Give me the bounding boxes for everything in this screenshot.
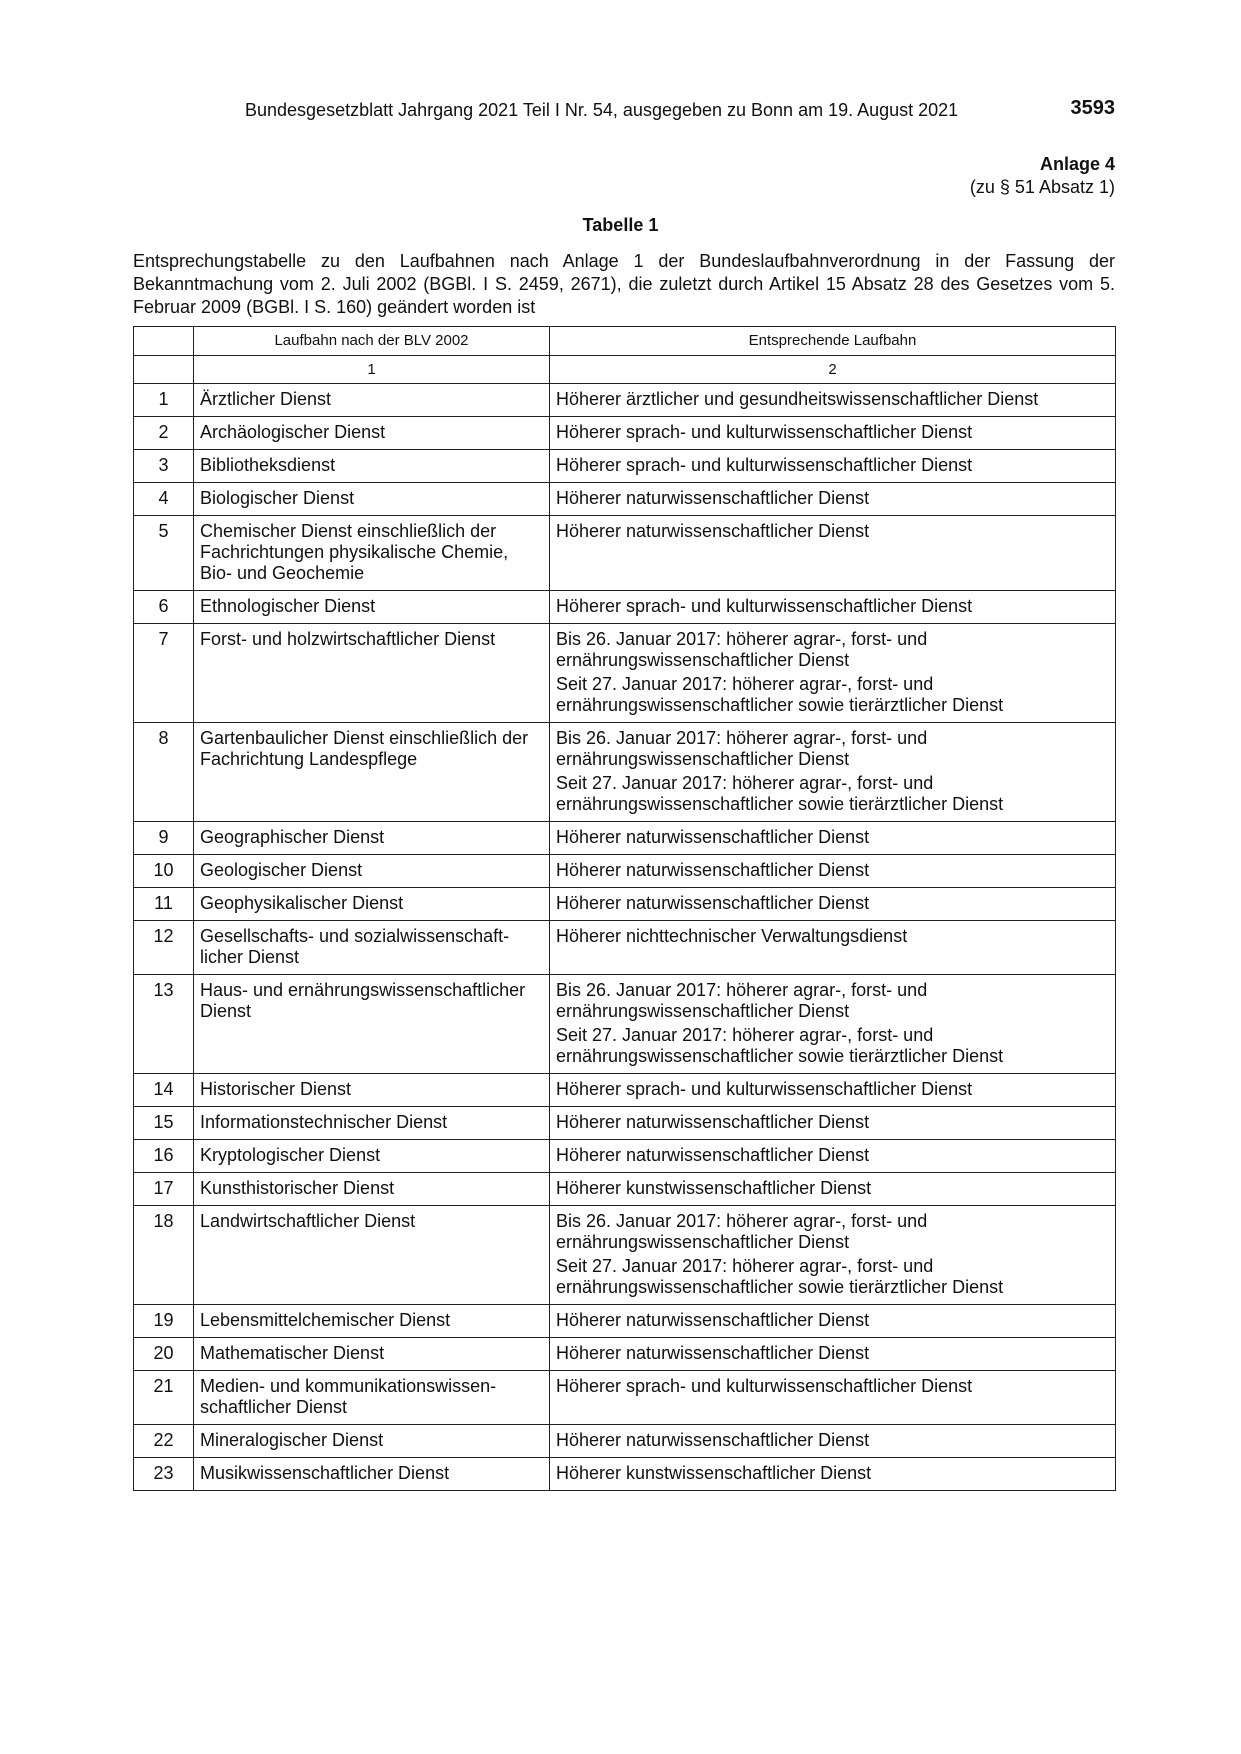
table-row — [134, 384, 1116, 417]
old-career-cell: Geophysikalischer Dienst — [194, 888, 550, 921]
table-row — [134, 888, 1116, 921]
table-row — [134, 483, 1116, 516]
new-career-paragraph: Höherer naturwissenschaftlicher Dienst — [556, 1112, 870, 1132]
annex-label — [970, 153, 1115, 199]
new-career-cell — [550, 822, 1116, 855]
new-career-cell — [550, 1074, 1116, 1107]
new-career-cell — [550, 975, 1116, 1074]
new-career-paragraph: Seit 27. Januar 2017: höherer agrar-, forst- und ernährungswissenschaftlicher sowie tierärztlicher Dienst — [556, 674, 1004, 715]
old-career-cell: Kunsthistorischer Dienst — [194, 1173, 550, 1206]
row-number: 12 — [134, 921, 194, 975]
new-career-cell — [550, 417, 1116, 450]
new-career-paragraph: Seit 27. Januar 2017: höherer agrar-, forst- und ernährungswissenschaftlicher sowie tierärztlicher Dienst — [556, 1256, 1004, 1297]
new-career-cell — [550, 855, 1116, 888]
new-career-cell — [550, 1305, 1116, 1338]
old-career-cell: Geologischer Dienst — [194, 855, 550, 888]
table-row — [134, 822, 1116, 855]
old-career-cell: Mathematischer Dienst — [194, 1338, 550, 1371]
old-career-cell: Ethnologischer Dienst — [194, 591, 550, 624]
old-career-cell: Ärztlicher Dienst — [194, 384, 550, 417]
old-career-cell: Chemischer Dienst einschließlich der Fachrichtungen physikalische Chemie, Bio- und Geochemie — [194, 516, 550, 591]
row-number: 21 — [134, 1371, 194, 1425]
old-career-cell: Archäologischer Dienst — [194, 417, 550, 450]
old-career-cell: Landwirtschaftlicher Dienst — [194, 1206, 550, 1305]
old-career-cell: Lebensmittelchemischer Dienst — [194, 1305, 550, 1338]
row-number: 9 — [134, 822, 194, 855]
old-career-cell: Historischer Dienst — [194, 1074, 550, 1107]
column-number-row — [134, 356, 1116, 384]
column-number-empty — [134, 356, 194, 384]
table-row — [134, 1206, 1116, 1305]
table-row — [134, 1140, 1116, 1173]
new-career-cell — [550, 450, 1116, 483]
annex-reference: (zu § 51 Absatz 1) — [969, 177, 1115, 197]
new-career-paragraph: Höherer nichttechnischer Verwaltungsdienst — [556, 926, 908, 946]
old-career-cell: Biologischer Dienst — [194, 483, 550, 516]
new-career-cell — [550, 1425, 1116, 1458]
row-number: 8 — [134, 723, 194, 822]
annex-title: Anlage 4 — [1039, 154, 1115, 174]
table-row — [134, 1371, 1116, 1425]
new-career-cell — [550, 483, 1116, 516]
new-career-cell — [550, 384, 1116, 417]
new-career-paragraph: Höherer naturwissenschaftlicher Dienst — [556, 893, 870, 913]
header-empty-cell — [134, 327, 194, 356]
row-number: 7 — [134, 624, 194, 723]
new-career-cell — [550, 723, 1116, 822]
row-number: 3 — [134, 450, 194, 483]
new-career-cell — [550, 1107, 1116, 1140]
new-career-cell — [550, 888, 1116, 921]
table-row — [134, 975, 1116, 1074]
running-title: Bundesgesetzblatt Jahrgang 2021 Teil I Nr. 54, ausgegeben zu Bonn am 19. August 2021 — [245, 100, 959, 120]
old-career-cell: Forst- und holzwirtschaftlicher Dienst — [194, 624, 550, 723]
new-career-paragraph: Höherer sprach- und kulturwissenschaftlicher Dienst — [556, 422, 973, 442]
table-row — [134, 1425, 1116, 1458]
table-row — [134, 921, 1116, 975]
old-career-cell: Kryptologischer Dienst — [194, 1140, 550, 1173]
row-number: 22 — [134, 1425, 194, 1458]
new-career-cell — [550, 1371, 1116, 1425]
row-number: 18 — [134, 1206, 194, 1305]
new-career-cell — [550, 1140, 1116, 1173]
table-row — [134, 723, 1116, 822]
column-header-old-career: Laufbahn nach der BLV 2002 — [194, 327, 550, 356]
column-number-2: 2 — [550, 356, 1116, 384]
new-career-paragraph: Höherer naturwissenschaftlicher Dienst — [556, 1343, 870, 1363]
new-career-paragraph: Höherer naturwissenschaftlicher Dienst — [556, 521, 870, 541]
new-career-paragraph: Höherer sprach- und kulturwissenschaftlicher Dienst — [556, 1376, 973, 1396]
new-career-cell — [550, 1338, 1116, 1371]
row-number: 5 — [134, 516, 194, 591]
new-career-cell — [550, 1173, 1116, 1206]
table-row — [134, 417, 1116, 450]
new-career-paragraph: Höherer naturwissenschaftlicher Dienst — [556, 860, 870, 880]
table-row — [134, 1173, 1116, 1206]
row-number: 13 — [134, 975, 194, 1074]
table-row — [134, 1107, 1116, 1140]
row-number: 1 — [134, 384, 194, 417]
row-number: 23 — [134, 1458, 194, 1491]
new-career-paragraph: Höherer naturwissenschaftlicher Dienst — [556, 1430, 870, 1450]
new-career-cell — [550, 591, 1116, 624]
new-career-cell — [550, 1458, 1116, 1491]
row-number: 14 — [134, 1074, 194, 1107]
table-row — [134, 591, 1116, 624]
new-career-paragraph: Bis 26. Januar 2017: höherer agrar-, forst- und ernährungswissenschaftlicher Dienst — [556, 980, 928, 1021]
old-career-cell: Informationstechnischer Dienst — [194, 1107, 550, 1140]
new-career-paragraph: Höherer naturwissenschaftlicher Dienst — [556, 1310, 870, 1330]
new-career-cell — [550, 624, 1116, 723]
new-career-paragraph: Seit 27. Januar 2017: höherer agrar-, forst- und ernährungswissenschaftlicher sowie tierärztlicher Dienst — [556, 1025, 1004, 1066]
new-career-paragraph: Höherer kunstwissenschaftlicher Dienst — [556, 1463, 872, 1483]
table-header-row — [134, 327, 1116, 356]
new-career-paragraph: Höherer ärztlicher und gesundheitswissenschaftlicher Dienst — [556, 389, 1039, 409]
table-row — [134, 1305, 1116, 1338]
table-row — [134, 516, 1116, 591]
new-career-paragraph: Bis 26. Januar 2017: höherer agrar-, forst- und ernährungswissenschaftlicher Dienst — [556, 728, 928, 769]
old-career-cell: Bibliotheksdienst — [194, 450, 550, 483]
new-career-paragraph: Höherer kunstwissenschaftlicher Dienst — [556, 1178, 872, 1198]
row-number: 15 — [134, 1107, 194, 1140]
new-career-paragraph: Höherer sprach- und kulturwissenschaftlicher Dienst — [556, 455, 973, 475]
table-row — [134, 855, 1116, 888]
new-career-paragraph: Bis 26. Januar 2017: höherer agrar-, forst- und ernährungswissenschaftlicher Dienst — [556, 1211, 928, 1252]
old-career-cell: Haus- und ernährungswissenschaftlicher Dienst — [194, 975, 550, 1074]
row-number: 4 — [134, 483, 194, 516]
new-career-paragraph: Höherer sprach- und kulturwissenschaftlicher Dienst — [556, 596, 973, 616]
column-header-new-career: Entsprechende Laufbahn — [550, 327, 1116, 356]
table-body — [134, 384, 1116, 1491]
table-row — [134, 624, 1116, 723]
new-career-cell — [550, 516, 1116, 591]
new-career-paragraph: Höherer sprach- und kulturwissenschaftlicher Dienst — [556, 1079, 973, 1099]
old-career-cell: Medien- und kommunikationswissen-schaftlicher Dienst — [194, 1371, 550, 1425]
new-career-paragraph: Höherer naturwissenschaftlicher Dienst — [556, 827, 870, 847]
row-number: 17 — [134, 1173, 194, 1206]
row-number: 2 — [134, 417, 194, 450]
row-number: 20 — [134, 1338, 194, 1371]
running-header — [245, 97, 1115, 121]
new-career-cell — [550, 921, 1116, 975]
old-career-cell: Gesellschafts- und sozialwissenschaft-licher Dienst — [194, 921, 550, 975]
old-career-cell: Gartenbaulicher Dienst einschließlich der Fachrichtung Landespflege — [194, 723, 550, 822]
column-number-1: 1 — [194, 356, 550, 384]
table-caption: Entsprechungstabelle zu den Laufbahnen nach Anlage 1 der Bundeslaufbahnverordnung in der Fassung der Bekanntmachung vom 2. Juli 2002 (BGBl. I S. 2459, 2671), die zuletzt durch Artikel 15 Absatz 28 des Gesetzes vom 5. Februar 2009 (BGBl. I S. 160) geändert worden ist — [133, 251, 1115, 317]
new-career-cell — [550, 1206, 1116, 1305]
row-number: 6 — [134, 591, 194, 624]
row-number: 10 — [134, 855, 194, 888]
old-career-cell: Mineralogischer Dienst — [194, 1425, 550, 1458]
correspondence-table — [133, 326, 1116, 1491]
old-career-cell: Musikwissenschaftlicher Dienst — [194, 1458, 550, 1491]
new-career-paragraph: Höherer naturwissenschaftlicher Dienst — [556, 1145, 870, 1165]
table-row — [134, 450, 1116, 483]
table-row — [134, 1338, 1116, 1371]
row-number: 11 — [134, 888, 194, 921]
new-career-paragraph: Höherer naturwissenschaftlicher Dienst — [556, 488, 870, 508]
page-number: 3593 — [1070, 97, 1115, 119]
table-row — [134, 1458, 1116, 1491]
new-career-paragraph: Seit 27. Januar 2017: höherer agrar-, forst- und ernährungswissenschaftlicher sowie tierärztlicher Dienst — [556, 773, 1004, 814]
new-career-paragraph: Bis 26. Januar 2017: höherer agrar-, forst- und ernährungswissenschaftlicher Dienst — [556, 629, 928, 670]
row-number: 19 — [134, 1305, 194, 1338]
old-career-cell: Geographischer Dienst — [194, 822, 550, 855]
table-row — [134, 1074, 1116, 1107]
row-number: 16 — [134, 1140, 194, 1173]
table-title: Tabelle 1 — [582, 215, 659, 235]
